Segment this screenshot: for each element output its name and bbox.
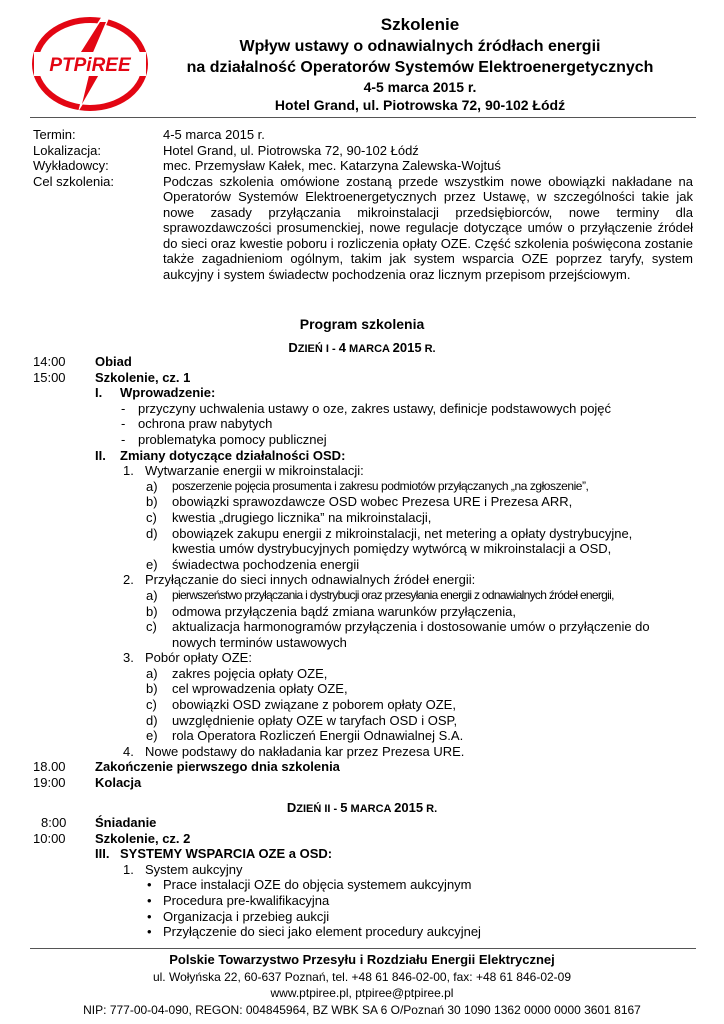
agenda-line: - przyczyny uchwalenia ustawy o oze, zakres ustawy, definicje podstawowych pojęć [121,400,612,416]
agenda-line: c) aktualizacja harmonogramów przyłączenia i dostosowanie umów o przyłączenie do [146,619,650,635]
agenda-line: 8:00 Śniadanie [41,815,157,830]
header-venue: Hotel Grand, ul. Piotrowska 72, 90-102 Łódź [274,97,566,113]
document-title: Szkolenie [380,15,460,34]
agenda-line: 14:00 Obiad [33,354,132,369]
document-subtitle-1: Wpływ ustawy o odnawialnych źródłach energii [239,38,601,55]
footer [0,952,724,1018]
agenda-line: 1. Wytwarzanie energii w mikroinstalacji: [123,463,364,479]
agenda-line: a) poszerzenie pojęcia prosumenta i zakresu podmiotów przyłączanych „na zgłoszenie”, [146,478,589,494]
ptpiree-logo [30,14,150,114]
agenda-line: e) rola Operatora Rozliczeń Energii Odnawialnej S.A. [146,728,464,744]
agenda-line: III. SYSTEMY WSPARCIA OZE a OSD: [95,846,333,862]
info-row-termin: Termin: 4-5 marca 2015 r. [33,127,265,142]
day2-agenda [33,815,693,940]
info-block [33,127,693,282]
agenda-line: 19:00 Kolacja [33,775,142,791]
header-rule [30,117,696,118]
agenda-line: • Procedura pre-kwalifikacyjna [147,892,330,908]
agenda-line: II. Zmiany dotyczące działalności OSD: [95,447,346,463]
info-row-lokalizacja: Lokalizacja: Hotel Grand, ul. Piotrowska 72, 90-102 Łódź [33,142,419,158]
day2-heading: DZIEŃ II - 5 MARCA 2015 R. [286,800,438,815]
agenda-line: a) pierwszeństwo przyłączania i dystrybucji oraz przesyłania energii z odnawialnych źródeł energii, [146,587,614,603]
agenda-line: b) odmowa przyłączenia bądź zmiana warunków przyłączenia, [146,603,516,619]
header-date: 4-5 marca 2015 r. [363,79,477,95]
agenda-line: • Organizacja i przebieg aukcji [147,908,330,924]
document-subtitle-2: na działalność Operatorów Systemów Elektroenergetycznych [186,59,654,76]
agenda-line: 3. Pobór opłaty OZE: [123,650,252,666]
agenda-line: • Prace instalacji OZE do objęcia systemem aukcyjnym [147,877,472,893]
agenda-line: 2. Przyłączanie do sieci innych odnawialnych źródeł energii: [123,572,476,588]
footer-nip: NIP: 777-00-04-090, REGON: 004845964, BZ WBK SA 6 O/Poznań 30 1090 1362 0000 0000 3601 8167 [83,1002,641,1017]
agenda-line: b) cel wprowadzenia opłaty OZE, [146,681,348,697]
agenda-line: 18.00 Zakończenie pierwszego dnia szkolenia [33,759,340,775]
agenda-line: I. Wprowadzenie: [95,385,216,401]
agenda-line: a) zakres pojęcia opłaty OZE, [146,665,328,681]
footer-org: Polskie Towarzystwo Przesyłu i Rozdziału Energii Elektrycznej [169,952,555,967]
info-row-wykladowcy: Wykładowcy: mec. Przemysław Kałek, mec. Katarzyna Zalewska-Wojtuś [33,158,501,173]
logo-text: PTPiREE [49,55,131,76]
agenda-line: c) obowiązki OSD związane z poborem opłaty OZE, [146,697,456,713]
agenda-line: 1. System aukcyjny [123,861,243,877]
program-title: Program szkolenia [299,316,425,332]
agenda-line: - problematyka pomocy publicznej [121,431,327,447]
agenda-line: e) świadectwa pochodzenia energii [146,556,360,572]
agenda-line: d) uwzględnienie opłaty OZE w taryfach OSD i OSP, [146,712,458,728]
agenda-line: nowych terminów ustawowych [172,634,347,650]
agenda-line: 4. Nowe podstawy do nakładania kar przez Prezesa URE. [123,743,465,759]
agenda-line: kwestia umów dystrybucyjnych pomiędzy wytwórcą w mikroinstalacji a OSD, [172,541,612,557]
agenda-line: d) obowiązek zakupu energii z mikroinstalacji, net metering a opłaty dystrybucyjne, [146,525,633,541]
agenda-line: c) kwestia „drugiego licznika” na mikroinstalacji, [146,509,432,525]
document-header [150,14,690,114]
agenda-line: b) obowiązki sprawozdawcze OSD wobec Prezesa URE i Prezesa ARR, [146,494,573,510]
footer-rule [30,948,696,949]
day1-heading: DZIEŃ I - 4 MARCA 2015 R. [288,340,436,355]
agenda-line: • Przyłączenie do sieci jako element procedury aukcyjnej [147,924,481,940]
footer-address: ul. Wołyńska 22, 60-637 Poznań, tel. +48 61 846-02-00, fax: +48 61 846-02-09 [152,969,572,984]
day1-agenda [33,354,693,791]
agenda-line: - ochrona praw nabytych [121,416,273,432]
footer-web: www.ptpiree.pl, ptpiree@ptpiree.pl [270,986,454,1000]
agenda-line: 15:00 Szkolenie, cz. 1 [33,369,191,385]
info-row-cel: Cel szkolenia: Podczas szkolenia omówione zostaną przede wszystkim nowe obowiązki nakładane na Operatorów Systemów Elektroenergetycznych przez Ustawę, w szczególności takie jak nowe zasady przyłączania mikroinstalacji przedsiębiorców, nowe terminy dla sprawozdawczości prosumenckiej, nowe regulacje dotyczące umów o przyłączenie źródeł do sieci oraz kwestie poboru i rozliczenia opłaty OZE. Część szkolenia poświęcona zostanie także zagadnieniom ogólnym, takim jak system wsparcia OZE poprzez taryfy, system aukcyjny i system świadectw pochodzenia oraz licznym przepisom przejściowym. [33,173,693,282]
agenda-line: 10:00 Szkolenie, cz. 2 [33,830,191,846]
